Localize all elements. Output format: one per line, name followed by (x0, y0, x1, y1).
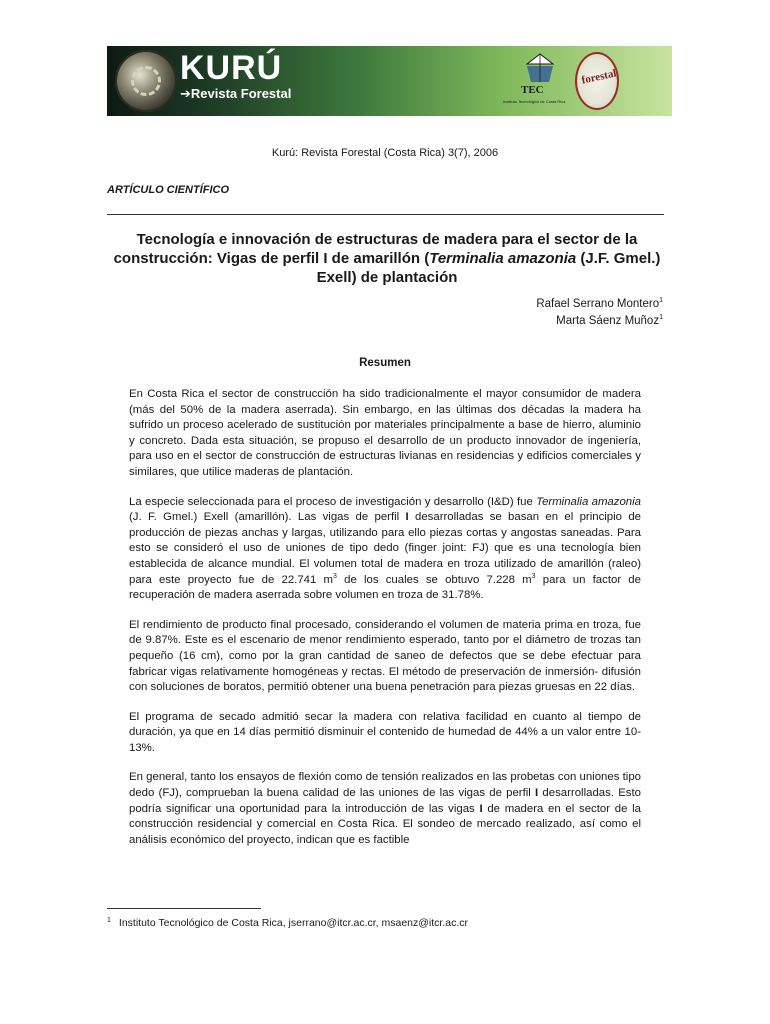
abstract-body (129, 387, 641, 862)
title-line-2-a: construcción: Vigas de perfil I de amarillón ( (113, 250, 430, 267)
forestal-badge-logo (575, 52, 619, 110)
journal-citation: Kurú: Revista Forestal (Costa Rica) 3(7), 2006 (271, 147, 499, 159)
paragraph-text: desarrolladas se basan en el principio de producción de piezas anchas y largas, utilizando para ello piezas cortas y angostas saneadas. Para esto se consideró el uso de uniones de tipo dedo (finger joint: FJ) que es una tecnología bien establecida de alcance mundial. El volumen total de madera en troza utilizado de amarillón (raleo) para este proyecto fue de 22.741 m (129, 511, 641, 586)
cubic-superscript: 3 (531, 572, 536, 580)
paragraph-text: (J. F. Gmel.) Exell (amarillón). Las vigas de perfil (129, 511, 406, 524)
cubic-superscript: 3 (333, 572, 337, 580)
footnote (107, 917, 468, 929)
title-line-2-b: (J.F. Gmel.) (576, 250, 661, 267)
title-line-3: Exell) de plantación (316, 269, 458, 286)
paragraph-text: desarrolladas. Esto podría significar una oportunidad para la introducción de las vigas (129, 787, 641, 815)
footnote-mark: 1 (107, 917, 111, 924)
footnote-divider (107, 908, 261, 909)
tec-logo-subtitle: Instituto Tecnológico de Costa Rica (503, 99, 566, 104)
article-title (100, 230, 674, 287)
header-divider (107, 214, 664, 215)
abstract-paragraph: El rendimiento de producto final procesado, considerando el volumen de materia prima en troza, fue de 9.87%. Este es el escenario de menor rendimiento esperado, tanto por el diámetro de trozas tan pequeño (16 cm), como por la gran cantidad de saneo de defectos que se debe efectuar para fabricar vigas relativamente homogéneas y rectas. El método de preservación de inmersión- difusión con soluciones de boratos, permitió obtener una buena penetración para piezas gruesas en 22 días. (129, 618, 641, 694)
tec-logo-label: TEC (521, 84, 544, 96)
journal-banner (107, 46, 672, 116)
species-name: Terminalia amazonia (536, 495, 641, 508)
profile-letter: I (479, 802, 483, 815)
journal-logo-subtitle: ➔Revista Forestal (180, 86, 292, 101)
paragraph-text: La especie seleccionada para el proceso de investigación y desarrollo (I&D) fue (129, 495, 537, 508)
author (536, 313, 663, 330)
author-affiliation-mark: 1 (659, 297, 663, 305)
paragraph-text: En general, tanto los ensayos de flexión como de tensión realizados en las probetas con uniones tipo dedo (FJ), comprueban la buena calidad de las uniones de las vigas de perfil (129, 771, 641, 800)
forestal-badge-label: forestal (580, 67, 618, 87)
footnote-text: Instituto Tecnológico de Costa Rica, jserrano@itcr.ac.cr, msaenz@itcr.ac.cr (118, 917, 469, 929)
abstract-paragraph (129, 770, 641, 848)
author-list (536, 296, 663, 330)
profile-letter: I (535, 787, 539, 800)
author-name: Marta Sáenz Muñoz (556, 315, 660, 327)
abstract-heading: Resumen (359, 357, 411, 369)
journal-logo-title: KURÚ (180, 49, 283, 87)
paragraph-text: de madera en el sector de la construcción residencial y comercial en Costa Rica. El sondeo de mercado realizado, así como el análisis económico del proyecto, indican que es factible (129, 802, 641, 846)
abstract-paragraph (129, 495, 641, 604)
paragraph-text: de los cuales se obtuvo 7.228 m (336, 573, 532, 586)
profile-letter: I (405, 511, 409, 524)
journal-logo-emblem (115, 50, 177, 112)
title-line-1: Tecnología e innovación de estructuras de madera para el sector de la (136, 231, 638, 248)
abstract-paragraph: El programa de secado admitió secar la madera con relativa facilidad en cuanto al tiempo de duración, ya que en 14 días permitió disminuir el contenido de humedad de 44% a un valor entre 10-13%. (129, 710, 641, 754)
author (536, 296, 663, 313)
article-type: ARTÍCULO CIENTÍFICO (107, 184, 230, 196)
abstract-paragraph: En Costa Rica el sector de construcción ha sido tradicionalmente el mayor consumidor de madera (más del 50% de la madera aserrada). Sin embargo, en las últimas dos décadas la madera ha sufrido un proceso acelerado de sustitución por materiales principalmente a base de hierro, aluminio y concreto. Dada esta situación, se propuso el desarrollo de un producto innovador de ingeniería, para uso en el sector de construcción de estructuras livianas en residencias y edificios comerciales y similares, que utilice maderas de plantación. (129, 388, 641, 478)
paragraph-text: para un factor de recuperación de madera aserrada sobre volumen en troza de 31.78%. (129, 573, 641, 602)
author-affiliation-mark: 1 (659, 314, 663, 322)
title-species-name: Terminalia amazonia (429, 250, 577, 267)
author-name: Rafael Serrano Montero (536, 298, 660, 310)
